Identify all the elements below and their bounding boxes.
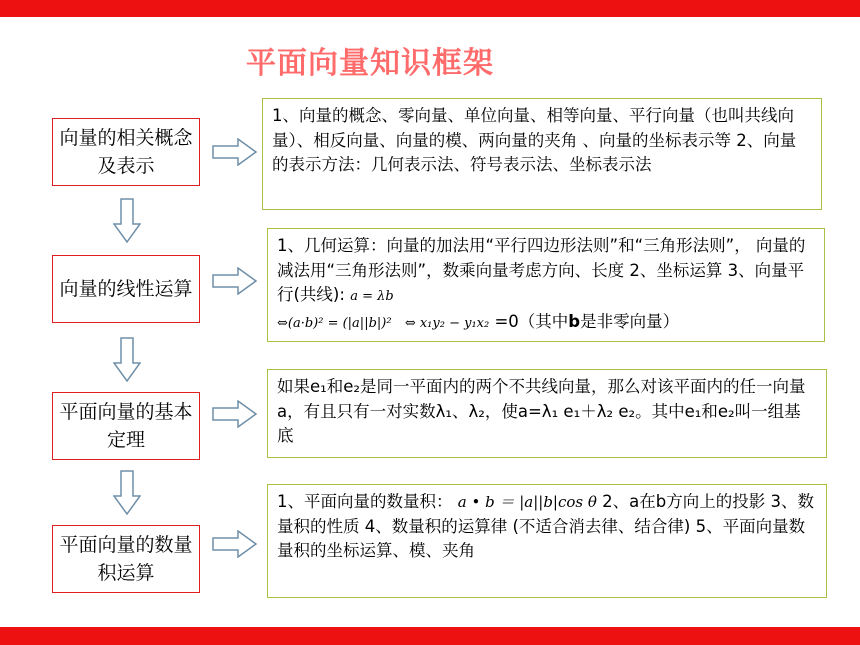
content-text: 如果e₁和e₂是同一平面内的两个不共线向量，那么对该平面内的任一向量a，有且只有一对实数λ₁、λ₂，使a=λ₁ e₁＋λ₂ e₂。其中e₁和e₂叫一组基底 bbox=[277, 377, 806, 445]
right-arrow-icon bbox=[212, 138, 258, 166]
concept-label: 平面向量的基本定理 bbox=[59, 401, 193, 451]
content-text: 1、几何运算：向量的加法用“平行四边形法则”和“三角形法则”， 向量的减法用“三角形法则”，数乘向量考虑方向、长度 2、坐标运算 3、向量平行(共线): bbox=[277, 236, 806, 304]
concept-label: 平面向量的数量积运算 bbox=[59, 534, 193, 584]
content-box-definitions bbox=[262, 98, 822, 210]
down-arrow-icon bbox=[113, 337, 141, 383]
concept-label: 向量的线性运算 bbox=[59, 278, 193, 300]
dot-product-formula: a • b ＝ |a||b|cos θ bbox=[457, 493, 597, 511]
page-title: 平面向量知识框架 bbox=[246, 46, 494, 81]
concept-box-dot-product bbox=[52, 525, 200, 593]
bottom-red-bar bbox=[0, 627, 860, 645]
content-text: 1、平面向量的数量积： bbox=[277, 492, 453, 511]
content-text: =0（其中 bbox=[494, 311, 569, 331]
content-box-dot-product bbox=[267, 484, 827, 598]
right-arrow-icon bbox=[212, 530, 258, 558]
content-text: 2、a在b方向上的投影 3、数量积的性质 4、数量积的运算律 (不适合消去律、结合律) 5、平面向量数量积的坐标运算、模、夹角 bbox=[277, 492, 814, 560]
concept-box-definitions bbox=[52, 118, 200, 186]
right-arrow-icon bbox=[212, 267, 258, 295]
content-box-linear-ops bbox=[267, 228, 825, 342]
down-arrow-icon bbox=[113, 470, 141, 516]
parallel-formula: a = λb bbox=[350, 289, 394, 304]
concept-label: 向量的相关概念及表示 bbox=[59, 127, 193, 177]
dot-product-equivalence-formula: ⇔(a·b)² = (|a||b|)² bbox=[277, 315, 392, 331]
coordinate-parallel-formula: ⇔ x₁y₂ − y₁x₂ bbox=[404, 315, 490, 331]
right-arrow-icon bbox=[212, 400, 258, 428]
bold-vector-b: b bbox=[568, 311, 581, 331]
concept-box-basic-theorem bbox=[52, 392, 200, 460]
content-box-basic-theorem bbox=[267, 369, 827, 458]
down-arrow-icon bbox=[113, 198, 141, 244]
content-text: 是非零向量） bbox=[580, 311, 680, 331]
concept-box-linear-ops bbox=[52, 255, 200, 323]
content-text: 1、向量的概念、零向量、单位向量、相等向量、平行向量（也叫共线向量）、相反向量、向量的模、两向量的夹角 、向量的坐标表示等 2、向量的表示方法：几何表示法、符号表示法、坐标表示法 bbox=[272, 106, 797, 174]
top-red-bar bbox=[0, 0, 860, 17]
